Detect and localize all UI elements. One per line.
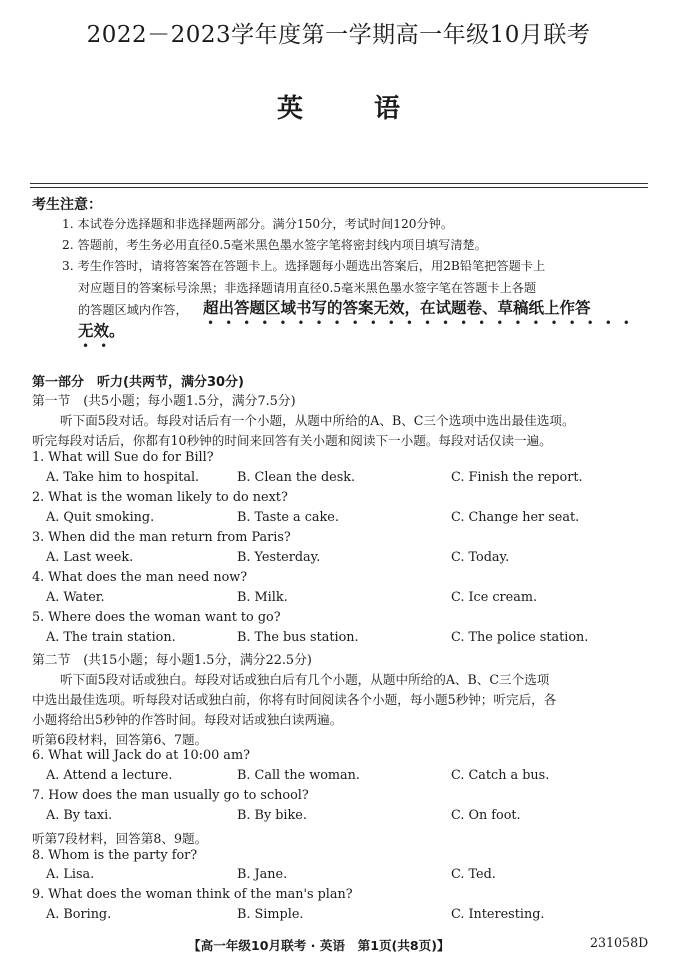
option-c: C. Today. [451, 550, 510, 565]
option-c: C. Change her seat. [451, 510, 580, 525]
divider-line [30, 187, 648, 188]
option-a: A. Attend a lecture. [46, 768, 173, 783]
option-a: A. The train station. [46, 630, 176, 645]
option-c: C. On foot. [451, 808, 521, 823]
notice-item: 1. 本试卷分选择题和非选择题两部分。满分150分，考试时间120分钟。 [62, 217, 454, 231]
subject-heading: 英 语 [276, 94, 401, 124]
option-c: C. Catch a bus. [451, 768, 550, 783]
option-b: B. Taste a cake. [237, 510, 339, 525]
section2-instructions: 中选出最佳选项。听每段对话或独白前，你将有时间阅读各个小题，每小题5秒钟；听完后，各 [32, 692, 557, 707]
option-c: C. The police station. [451, 630, 589, 645]
question: 2. What is the woman likely to do next? [32, 490, 288, 505]
section1-instructions: 听完每段对话后，你都有10秒钟的时间来回答有关小题和阅读下一小题。每段对话仅读一遍。 [32, 433, 552, 448]
question: 3. When did the man return from Paris? [32, 530, 291, 545]
option-a: A. Last week. [46, 550, 134, 565]
option-a: A. Quit smoking. [46, 510, 155, 525]
section2-instructions: 听下面5段对话或独白。每段对话或独白后有几个小题，从题中所给的A、B、C三个选项 [60, 672, 550, 687]
emphasis-dots: •• [82, 339, 119, 353]
option-b: B. Clean the desk. [237, 470, 356, 485]
notice-item: 3. 考生作答时，请将答案答在答题卡上。选择题每小题选出答案后，用2B铅笔把答题卡上 [62, 259, 546, 273]
option-c: C. Interesting. [451, 907, 545, 922]
question: 7. How does the man usually go to school? [32, 788, 309, 803]
question: 5. Where does the woman want to go? [32, 610, 281, 625]
option-b: B. By bike. [237, 808, 307, 823]
option-a: A. Lisa. [46, 867, 95, 882]
section1-instructions: 听下面5段对话。每段对话后有一个小题，从题中所给的A、B、C三个选项中选出最佳选项。 [60, 413, 575, 428]
question: 6. What will Jack do at 10:00 am? [32, 748, 250, 763]
notice-title: 考生注意： [32, 197, 102, 213]
option-c: C. Ice cream. [451, 590, 538, 605]
exam-code: 231058D [590, 935, 649, 950]
exam-title: 2022－2023学年度第一学期高一年级10月联考 [86, 22, 591, 48]
section2-title: 第二节 (共15小题；每小题1.5分，满分22.5分) [32, 653, 312, 668]
option-b: B. Call the woman. [237, 768, 360, 783]
option-a: A. By taxi. [46, 808, 113, 823]
option-b: B. Simple. [237, 907, 304, 922]
notice-item: 2. 答题前，考生务必用直径0.5毫米黑色墨水签字笔将密封线内项目填写清楚。 [62, 238, 487, 252]
option-a: A. Take him to hospital. [46, 470, 200, 485]
question: 9. What does the woman think of the man's plan? [32, 887, 353, 902]
option-b: B. Milk. [237, 590, 288, 605]
emphasis-dots: •••••••••••••••••••••••• [207, 316, 641, 330]
divider-line [30, 183, 648, 184]
notice-item: 对应题目的答案标号涂黑；非选择题请用直径0.5毫米黑色墨水签字笔在答题卡上各题 [78, 281, 537, 295]
material-heading: 听第7段材料，回答第8、9题。 [32, 831, 208, 846]
option-a: A. Boring. [46, 907, 112, 922]
notice-emphasis: 无效。 [78, 322, 125, 340]
option-b: B. The bus station. [237, 630, 359, 645]
page-footer: 【高一年级10月联考 · 英语 第1页(共8页)】 [188, 938, 450, 953]
option-b: B. Jane. [237, 867, 288, 882]
option-c: C. Ted. [451, 867, 496, 882]
question: 4. What does the man need now? [32, 570, 248, 585]
option-b: B. Yesterday. [237, 550, 321, 565]
notice-item: 的答题区域内作答， [78, 303, 188, 317]
material-heading: 听第6段材料，回答第6、7题。 [32, 732, 208, 747]
section1-title: 第一节 (共5小题；每小题1.5分，满分7.5分) [32, 394, 296, 409]
notice-emphasis: 超出答题区域书写的答案无效，在试题卷、草稿纸上作答 [203, 299, 591, 317]
question: 1. What will Sue do for Bill? [32, 450, 214, 465]
part1-title: 第一部分 听力(共两节，满分30分) [32, 375, 244, 390]
question: 8. Whom is the party for? [32, 848, 198, 863]
option-c: C. Finish the report. [451, 470, 583, 485]
option-a: A. Water. [46, 590, 105, 605]
section2-instructions: 小题将给出5秒钟的作答时间。每段对话或独白读两遍。 [32, 712, 343, 727]
